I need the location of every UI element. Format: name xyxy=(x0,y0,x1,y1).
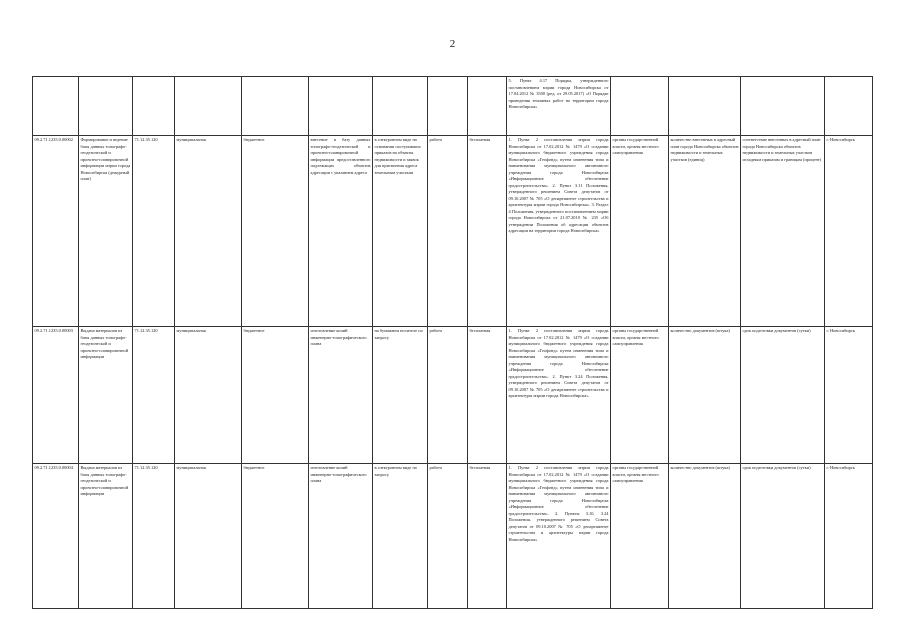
cell-content: внесение в базу данных топографо-геодезической и проектно-планировочной информации предоставленного подлежащих объектов адресации с указанием адреса xyxy=(309,136,373,327)
cell-form: в электронном виде по запросу xyxy=(373,464,428,609)
cell-volume-indicator: количество документов (штука) xyxy=(669,464,741,609)
cell-quality-indicator: срок подготовки документов (сутки) xyxy=(741,327,825,464)
cell-code: 09.2.71.1235.0.00002 xyxy=(33,136,79,327)
table-row xyxy=(33,464,873,609)
table-row xyxy=(33,327,873,464)
cell-quality-indicator: срок подготовки документов (сутки) xyxy=(741,464,825,609)
cell-payment-type: бюджетное xyxy=(242,136,309,327)
cell-legal-basis: 1. Пункт 2 постановления мэрии города Новосибирска от 17.02.2012 № 1479 «О создании муниципального бюджетного учреждения города Новосибирска «Геофонд» путем изменения типа и наименования муниципального автономного учреждения города Новосибирска «Информационное обеспечение градостроительства». 2. Пункт 3.24 Положения, утвержденного решением Совета депутатов от 09.10.2007 № 705 «О департаменте строительства и архитектуры мэрии города Новосибирска». xyxy=(507,327,611,464)
registry-table xyxy=(32,76,873,609)
cell-charge: бесплатная xyxy=(468,136,507,327)
cell-name: Выдача материалов из базы данных топографо-геодезической и проектно-планировочной информации xyxy=(79,327,133,464)
cell-level: муниципальная xyxy=(175,464,242,609)
cell-charge: бесплатная xyxy=(468,327,507,464)
cell-code: 09.2.71.1235.0.00004 xyxy=(33,464,79,609)
cell-level: муниципальная xyxy=(175,136,242,327)
cell-content: изготовление копий инженерно-топографического плана xyxy=(309,327,373,464)
cell-okved: 71.12.35.120 xyxy=(133,464,175,609)
page-number: 2 xyxy=(449,38,456,50)
cell-consumers: органы государственной власти, органы местного самоуправления xyxy=(611,327,669,464)
cell-charge: бесплатная xyxy=(468,464,507,609)
cell-payment-type: бюджетное xyxy=(242,464,309,609)
cell-legal-basis: 5. Пункт 4.17 Порядка, утвержденного постановлением мэрии города Новосибирска от 17.04.2012 № 3500 (ред. от 29.05.2017) «О Порядке проведения земляных работ на территории города Новосибирска» xyxy=(507,77,611,136)
cell-volume-indicator: количество внесенных в адресный план города Новосибирска объектов недвижимости и земельных участков (единиц) xyxy=(669,136,741,327)
cell-consumers: органы государственной власти, органы местного самоуправления xyxy=(611,464,669,609)
cell-code: 09.2.71.1235.0.00003 xyxy=(33,327,79,464)
cell-type: работа xyxy=(428,327,468,464)
cell-form: на бумажном носителе по запросу xyxy=(373,327,428,464)
table-row xyxy=(33,136,873,327)
cell-payment-type: бюджетное xyxy=(242,327,309,464)
cell-location: г. Новосибирск xyxy=(825,136,873,327)
cell-okved: 71.12.35.120 xyxy=(133,136,175,327)
cell-quality-indicator: соответствие внесенных в адресный план города Новосибирска объектов недвижимости и земельных участков исходным приказам и границам (процент) xyxy=(741,136,825,327)
cell-consumers: органы государственной власти, органы местного самоуправления xyxy=(611,136,669,327)
cell-form: в электронном виде на основании поступивших приказов на объекты недвижимости и заявок для присвоения адреса земельным участкам xyxy=(373,136,428,327)
cell-type: работа xyxy=(428,136,468,327)
cell-content: изготовление копий инженерно-топографического плана xyxy=(309,464,373,609)
cell-location: г. Новосибирск xyxy=(825,464,873,609)
cell-type: работа xyxy=(428,464,468,609)
cell-level: муниципальная xyxy=(175,327,242,464)
table-row-continuation xyxy=(33,77,873,136)
cell-location: г. Новосибирск xyxy=(825,327,873,464)
cell-okved: 71.12.35.120 xyxy=(133,327,175,464)
cell-legal-basis: 1. Пункт 2 постановления мэрии города Новосибирска от 17.02.2012 № 1479 «О создании муниципального бюджетного учреждения города Новосибирска «Геофонд» путем изменения типа и наименования муниципального автономного учреждения города Новосибирска «Информационное обеспечение градостроительства». 2. Пункт 3.11 Положения, утвержденного решением Совета депутатов от 09.10.2007 № 705 «О департаменте строительства и архитектуры мэрии города Новосибирска». 3. Раздел 4 Положения, утвержденного постановлением мэрии города Новосибирска от 21.07.2010 № 235 «Об утверждении Положения об адресации объектов адресации на территории города Новосибирска» xyxy=(507,136,611,327)
cell-legal-basis: 1. Пункт 2 постановления мэрии города Новосибирска от 17.02.2012 № 1479 «О создании муниципального бюджетного учреждения города Новосибирска «Геофонд» путем изменения типа и наименования муниципального автономного учреждения города Новосибирска «Информационное обеспечение градостроительства». 2. Пункты 3.10, 3.24 Положения, утвержденного решением Совета депутатов от 09.10.2007 № 705 «О департаменте строительства и архитектуры мэрии города Новосибирска» xyxy=(507,464,611,609)
cell-name: Выдача материалов из базы данных топографо-геодезической и проектно-планировочной информации xyxy=(79,464,133,609)
cell-name: Формирование и ведение базы данных топографо-геодезической и проектно-планировочной информации мэрии города Новосибирска (дежурный план) xyxy=(79,136,133,327)
cell-volume-indicator: количество документов (штука) xyxy=(669,327,741,464)
